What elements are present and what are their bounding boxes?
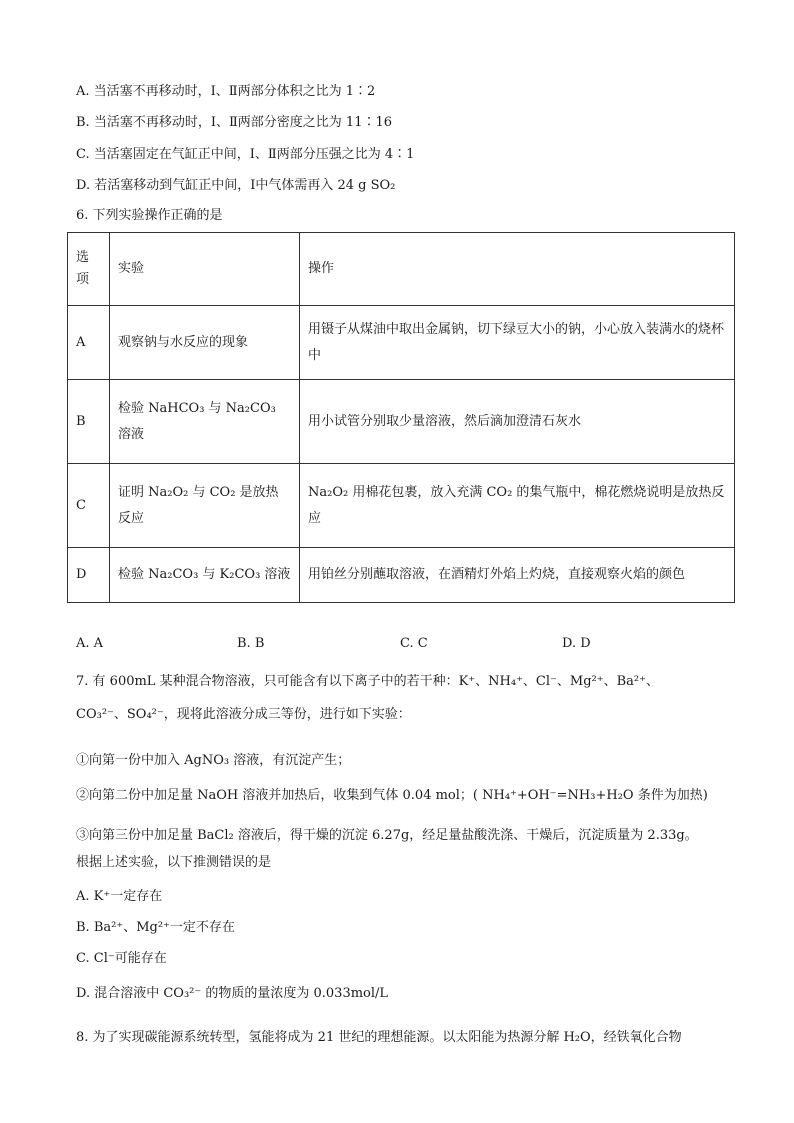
- table-row: [68, 548, 735, 603]
- q7-option-d: D. 混合溶液中 CO₃²⁻ 的物质的量浓度为 0.033mol/L: [76, 986, 389, 1001]
- row-d-experiment: 检验 Na₂CO₃ 与 K₂CO₃ 溶液: [110, 548, 300, 603]
- row-c-operation: Na₂O₂ 用棉花包裹，放入充满 CO₂ 的集气瓶中，棉花燃烧说明是放热反应: [300, 464, 735, 548]
- table-row: [68, 380, 735, 464]
- q6-choice-d: D. D: [562, 636, 591, 651]
- header-option: 选项: [68, 233, 110, 306]
- q7-question: 根据上述实验，以下推测错误的是: [76, 855, 272, 870]
- header-experiment: 实验: [110, 233, 300, 306]
- q6-choice-c: C. C: [400, 636, 428, 651]
- row-d-option: D: [68, 548, 110, 603]
- row-a-experiment: 观察钠与水反应的现象: [110, 306, 300, 380]
- row-d-operation: 用铂丝分别蘸取溶液，在酒精灯外焰上灼烧，直接观察火焰的颜色: [300, 548, 735, 603]
- q7-stem-line2: CO₃²⁻、SO₄²⁻，现将此溶液分成三等份，进行如下实验：: [76, 707, 411, 722]
- q7-stem-line1: 7. 有 600mL 某种混合物溶液，只可能含有以下离子中的若干种：K⁺、NH₄⁺、Cl⁻、Mg²⁺、Ba²⁺、: [76, 674, 659, 689]
- q7-step3: ③向第三份中加足量 BaCl₂ 溶液后，得干燥的沉淀 6.27g，经足量盐酸洗涤、干燥后，沉淀质量为 2.33g。: [76, 828, 698, 843]
- q5-option-a: A. 当活塞不再移动时，Ⅰ、Ⅱ两部分体积之比为 1∶2: [76, 84, 376, 99]
- q5-option-d: D. 若活塞移动到气缸正中间，Ⅰ中气体需再入 24 g SO₂: [76, 178, 396, 193]
- row-a-operation: 用镊子从煤油中取出金属钠，切下绿豆大小的钠，小心放入装满水的烧杯中: [300, 306, 735, 380]
- q7-step1: ①向第一份中加入 AgNO₃ 溶液，有沉淀产生；: [76, 753, 351, 768]
- q5-option-c: C. 当活塞固定在气缸正中间，Ⅰ、Ⅱ两部分压强之比为 4∶1: [76, 147, 415, 162]
- q6-stem: 6. 下列实验操作正确的是: [76, 208, 223, 223]
- q6-choice-b: B. B: [237, 636, 265, 651]
- row-b-experiment: 检验 NaHCO₃ 与 Na₂CO₃ 溶液: [110, 380, 300, 464]
- q6-choices: [76, 636, 726, 656]
- q8-stem-line1: 8. 为了实现碳能源系统转型，氢能将成为 21 世纪的理想能源。以太阳能为热源分解 H₂O，经铁氧化合物: [76, 1030, 682, 1045]
- row-c-experiment: 证明 Na₂O₂ 与 CO₂ 是放热反应: [110, 464, 300, 548]
- row-a-option: A: [68, 306, 110, 380]
- table-row: [68, 306, 735, 380]
- q7-step2: ②向第二份中加足量 NaOH 溶液并加热后，收集到气体 0.04 mol；( NH₄⁺+OH⁻=NH₃+H₂O 条件为加热): [76, 788, 708, 803]
- q7-option-a: A. K⁺一定存在: [76, 889, 163, 904]
- table-row: [68, 464, 735, 548]
- table-header-row: [68, 233, 735, 306]
- row-b-operation: 用小试管分别取少量溶液，然后滴加澄清石灰水: [300, 380, 735, 464]
- q7-option-b: B. Ba²⁺、Mg²⁺一定不存在: [76, 920, 235, 935]
- q7-option-c: C. Cl⁻可能存在: [76, 951, 167, 966]
- q6-table: [67, 232, 735, 603]
- row-c-option: C: [68, 464, 110, 548]
- header-operation: 操作: [300, 233, 735, 306]
- row-b-option: B: [68, 380, 110, 464]
- q6-choice-a: A. A: [76, 636, 104, 651]
- q5-option-b: B. 当活塞不再移动时，Ⅰ、Ⅱ两部分密度之比为 11∶16: [76, 115, 393, 130]
